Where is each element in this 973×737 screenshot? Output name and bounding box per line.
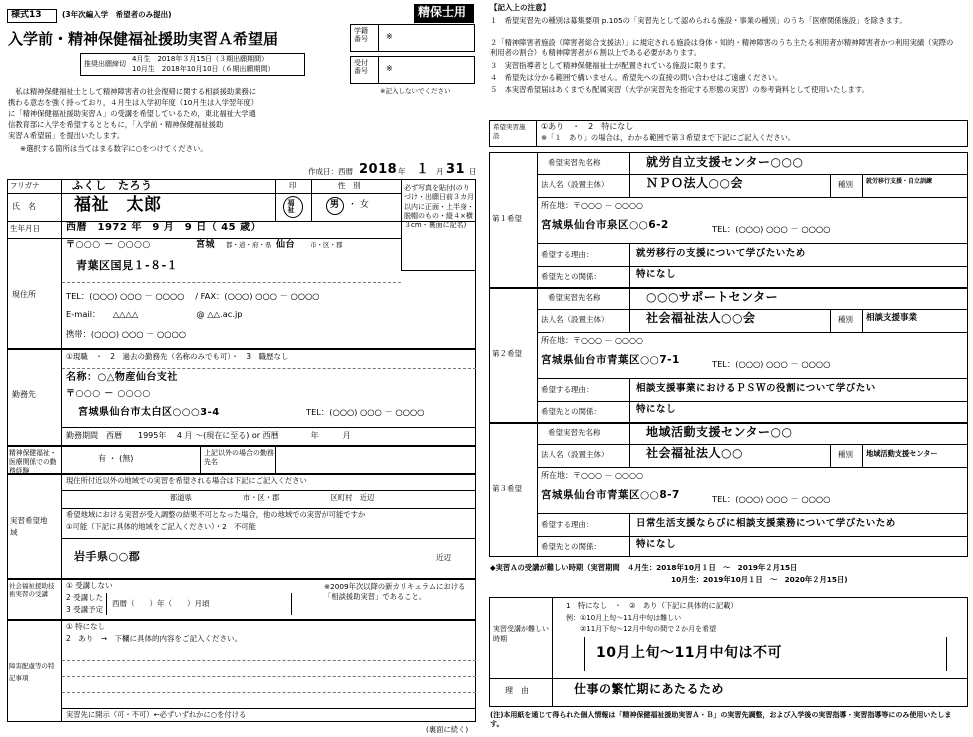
wish-reason-label: 希望する理由： [541, 250, 594, 259]
region-label: 実習希望地 域 [10, 516, 55, 537]
student-number-label: 学籍 番号 [354, 27, 368, 44]
seal-label: 印 [289, 181, 297, 190]
phone-fax: TEL：(○○○) ○○○ － ○○○○ / FAX：(○○○) ○○○ － ○○○○ [66, 291, 320, 301]
social-option1: ① 受講しない [66, 581, 113, 590]
page-title: 入学前・精神保健福祉援助実習Ａ希望届 [8, 30, 279, 48]
disability-option2: 2 あり → 下欄に具体的内容をご記入ください。 [66, 634, 243, 643]
category-tag-label: 精保士用 [418, 5, 467, 19]
difficult-period-value: 10月上旬～11月中旬は不可 [596, 645, 782, 661]
wish-address: 宮城県仙台市青葉区○○8-7 [541, 489, 680, 501]
medical-experience: 有 ・ (無) [98, 454, 134, 463]
wish-address: 宮城県仙台市青葉区○○7-1 [541, 354, 680, 366]
created-date-label: 作成日：西暦 [308, 167, 353, 176]
wish-type-label: 種別 [838, 180, 853, 189]
address-prefecture: 宮城 [196, 240, 216, 250]
photo-instruction: 必ず写真を貼付(のりづけ・出願日前３カ月以内に正面・上半身・脱帽のもの・縦４×横３cm・裏面に記名) [404, 184, 474, 230]
wish-corp: 社会福祉法人○○会 [646, 311, 756, 325]
note-item: ４ 希望先は分かる範囲で構いません。希望先への直接の問い合わせはご遠慮ください。 [490, 73, 783, 82]
note-item: ５ 本実習希望届はあくまでも配属実習（大学が実習先を指定する形態の実習）の参考資料として使用いたします。 [490, 85, 869, 94]
work-status: ①現職 ・ 2 過去の勤務先（名称のみでも可）・ 3 職歴なし [66, 352, 289, 361]
disability-option1: ① 特になし [66, 622, 106, 631]
deadline-label: 推奨出願締切 [84, 60, 126, 68]
wish-tel: TEL：(○○○) ○○○ － ○○○○ [712, 359, 831, 369]
wish-rank: 第１希望 [492, 214, 522, 223]
receipt-number-mark: ※ [386, 64, 393, 73]
city-unit: 市・区・郡 [310, 241, 343, 249]
day-unit: 日 [469, 167, 477, 176]
work-label: 勤務先 [12, 390, 36, 399]
work-name: 名称：○△物産仙台支社 [66, 372, 178, 383]
wish-rank: 第２希望 [492, 349, 522, 358]
wish-reason-label: 希望する理由： [541, 520, 594, 529]
gender-male[interactable]: 男 [330, 200, 340, 210]
note-item: ２「精神障害者施設（障害者総合支援法）」に規定される施設は身体・知的・精神障害のうち主たる利用者が精神障害者かつ利用実績（実際の利用者の割合）も精神障害者が６割以上である必要があります。 [490, 38, 954, 57]
furigana-value: ふくし たろう [72, 179, 153, 192]
wish-relation-label: 希望先との関係： [541, 542, 601, 551]
gender-female[interactable]: ・ 女 [348, 200, 369, 210]
wish-reason: 就労移行の支援について学びたいため [636, 248, 806, 259]
other-workplace-label: 上記以外の場合の勤務先名 [204, 449, 274, 467]
region-line1: 現住所付近以外の地域での実習を希望される場合は下記にご記入ください [66, 476, 307, 485]
difficult-period-title2: 10月生：2019年10月１日 ～ 2020年２月15日) [671, 575, 848, 584]
facility-selection-option: ①あり ・ 2 特になし [541, 122, 634, 131]
wish-tel: TEL：(○○○) ○○○ － ○○○○ [712, 224, 831, 234]
wish-zip: 所在地：〒○○○ － ○○○○ [541, 336, 643, 345]
intro-line: 私は精神保健福祉士として精神障害者の社会復帰に関する相談援助業務に [8, 87, 257, 96]
email: E-mail： △△△△ @ △△.ac.jp [66, 309, 243, 319]
gender-label: 性 別 [338, 181, 361, 190]
month-unit: 月 [436, 167, 444, 176]
notes-title: 【記入上の注意】 [490, 3, 550, 12]
student-number-box [350, 24, 475, 52]
wish-corp: 社会福祉法人○○ [646, 446, 743, 460]
receipt-number-box [350, 56, 475, 84]
year-unit: 年 [398, 167, 406, 176]
no-fill-note: ※記入しないでください [380, 87, 451, 95]
wish-relation: 特になし [636, 269, 677, 280]
social-year: 西暦（ ）年（ ）月頃 [112, 599, 210, 608]
work-zip: 〒○○○ － ○○○○ [66, 389, 151, 399]
work-period: 勤務期間 西暦 1995年 4 月 ～(現在に至る) or 西暦 年 月 [66, 431, 351, 440]
wish-relation-label: 希望先との関係： [541, 407, 601, 416]
mobile-phone: 携帯：(○○○) ○○○ － ○○○○ [66, 329, 186, 339]
region-near: 近辺 [436, 553, 451, 562]
disclosure-consent: 実習先に開示（可・不可）←必ずいずれかに○を付ける [66, 710, 247, 719]
seal-text: 福祉 [287, 199, 296, 213]
work-tel: TEL：(○○○) ○○○ － ○○○○ [306, 407, 425, 417]
wish-rank: 第３希望 [492, 484, 522, 493]
wish-reason-label: 希望する理由： [541, 385, 594, 394]
continued-on-back: (裏面に続く) [426, 725, 469, 734]
social-option2: 2 受講した [66, 593, 104, 602]
social-work-label: 社会福祉援助技術実習の受講 [9, 582, 55, 599]
disability-label: 障害配慮等の特記事項 [9, 662, 55, 683]
intro-line: 実習Ａ希望届」を提出いたします。 [8, 131, 125, 140]
wish-type: 相談支援事業 [866, 313, 918, 323]
wish-corp-label: 法人名（設置主体） [541, 315, 609, 324]
wish-zip: 所在地：〒○○○ － ○○○○ [541, 471, 643, 480]
deadline-april: 4月生 2018年３月15日（３期出願期間） [132, 55, 269, 63]
wish-tel: TEL：(○○○) ○○○ － ○○○○ [712, 494, 831, 504]
medical-experience-label: 精神保健福祉・医療関係での勤務経験 [9, 449, 57, 475]
region-line3: 希望地域における実習が受入調整の結果不可となった場合，他の地域での実習が可能ですか [66, 510, 366, 519]
prefecture-unit: 都・道・府・県 [226, 241, 272, 249]
facility-selection-note: ※「１ あり」の場合は，わかる範囲で第３希望まで下記にご記入ください。 [541, 133, 796, 142]
wish-name: ○○○サポートセンター [646, 290, 779, 304]
wish-type-label: 種別 [838, 450, 853, 459]
student-number-mark: ※ [386, 32, 393, 41]
created-month: １ [416, 162, 430, 177]
created-year: 2018 [359, 162, 398, 177]
form-number: 様式13 [11, 10, 42, 20]
intro-line: 信教育部に入学を希望するとともに，「入学前・精神保健福祉援助 [8, 120, 224, 129]
work-address: 宮城県仙台市太白区○○○3-4 [78, 407, 220, 418]
region-line2: 都道県 市・区・郡 区町村 近辺 [170, 493, 375, 502]
wish-corp-label: 法人名（設置主体） [541, 450, 609, 459]
difficult-period-title: ◆実習Ａの受講が難しい時期（実習期間 ４月生：2018年10月１日 ～ 2019年２月15日 [490, 563, 798, 572]
wish-relation: 特になし [636, 404, 677, 415]
wish-zip: 所在地：〒○○○ － ○○○○ [541, 201, 643, 210]
wish-name-label: 希望実習先名称 [548, 293, 601, 302]
wish-name: 地域活動支援センター○○ [646, 425, 793, 439]
wish-type: 地域活動支援センター [866, 449, 938, 458]
form-subtitle: (3年次編入学 希望者のみ提出) [62, 10, 172, 19]
social-note: ※2009年次以降の新カリキュラムにおける「相談援助実習」であること。 [324, 582, 466, 601]
difficult-period-example1: 例：①10月上旬～11月中旬は難しい [566, 614, 682, 622]
difficult-period-option: 1 特になし ・ ② あり（下記に具体的に記載） [566, 601, 738, 610]
difficult-period-reason: 仕事の繁忙期にあたるため [574, 682, 725, 696]
name-label: 氏 名 [12, 202, 36, 211]
note-item: １ 希望実習先の種別は募集要項 p.105の「実習先として認められる施設・事業の種別」のうち「医療関係施設」を除きます。 [490, 16, 907, 25]
wish-type-label: 種別 [838, 315, 853, 324]
wish-corp-label: 法人名（設置主体） [541, 180, 609, 189]
intro-line: 携わる意志を強く持っており，４月生は入学初年度（10月生は入学翌年度） [8, 98, 259, 107]
deadline-october: 10月生 2018年10月10日（６期出願期間） [132, 65, 275, 73]
difficult-period-label: 実習受講が難しい時期 [493, 625, 549, 643]
difficult-period-reason-label: 理 由 [505, 686, 529, 695]
wish-address: 宮城県仙台市泉区○○6-2 [541, 219, 669, 231]
facility-selection-label: 希望実習施 設 [493, 123, 532, 140]
address-street: 青葉区国見１-８-１ [76, 259, 179, 272]
address-label: 現住所 [12, 290, 36, 299]
wish-corp: ＮＰＯ法人○○会 [646, 176, 743, 190]
wish-relation-label: 希望先との関係： [541, 272, 601, 281]
wish-name-label: 希望実習先名称 [548, 428, 601, 437]
social-option3: 3 受講予定 [66, 605, 104, 614]
region-line4: ①可能（下記に具体的地域をご記入ください）・2 不可能 [66, 522, 256, 531]
intro-instruction: ※選択する箇所は当てはまる数字に○をつけてください。 [20, 144, 208, 153]
birthdate-value: 西暦 1972 年 9 月 9 日（ 45 歳） [66, 222, 262, 233]
wish-name-label: 希望実習先名称 [548, 158, 601, 167]
wish-reason: 相談支援事業におけるＰＳＷの役割について学びたい [636, 383, 876, 394]
difficult-period-example2: ②11月下旬～12月中旬の間で２か月を希望 [580, 625, 717, 633]
wish-reason: 日常生活支援ならびに相談支援業務について学びたいため [636, 518, 896, 529]
wish-relation: 特になし [636, 539, 677, 550]
receipt-number-label: 受付 番号 [354, 59, 368, 76]
birthdate-label: 生年月日 [10, 224, 40, 233]
privacy-notice: (注)本用紙を通じて得られた個人情報は「精神保健福祉援助実習Ａ・Ｂ」の実習先調整，および入学後の実習指導・実習指導等にのみ使用いたします。 [490, 711, 952, 729]
wish-type: 就労移行支援・自立訓練 [866, 178, 933, 185]
note-item: ３ 実習指導者として精神保健福祉士が配置されている施設に限ります。 [490, 61, 731, 70]
created-day: 31 [446, 162, 466, 177]
alternative-region: 岩手県○○郡 [74, 550, 141, 563]
name-value: 福祉 太郎 [74, 195, 162, 215]
address-city: 仙台 [276, 240, 296, 250]
intro-line: に「精神保健福祉援助実習Ａ」の受講を希望しているため，東北福祉大学通 [8, 109, 256, 118]
furigana-label: フリガナ [10, 181, 40, 190]
wish-name: 就労自立支援センター○○○ [646, 155, 804, 169]
address-zip: 〒○○○ － ○○○○ [66, 240, 151, 250]
